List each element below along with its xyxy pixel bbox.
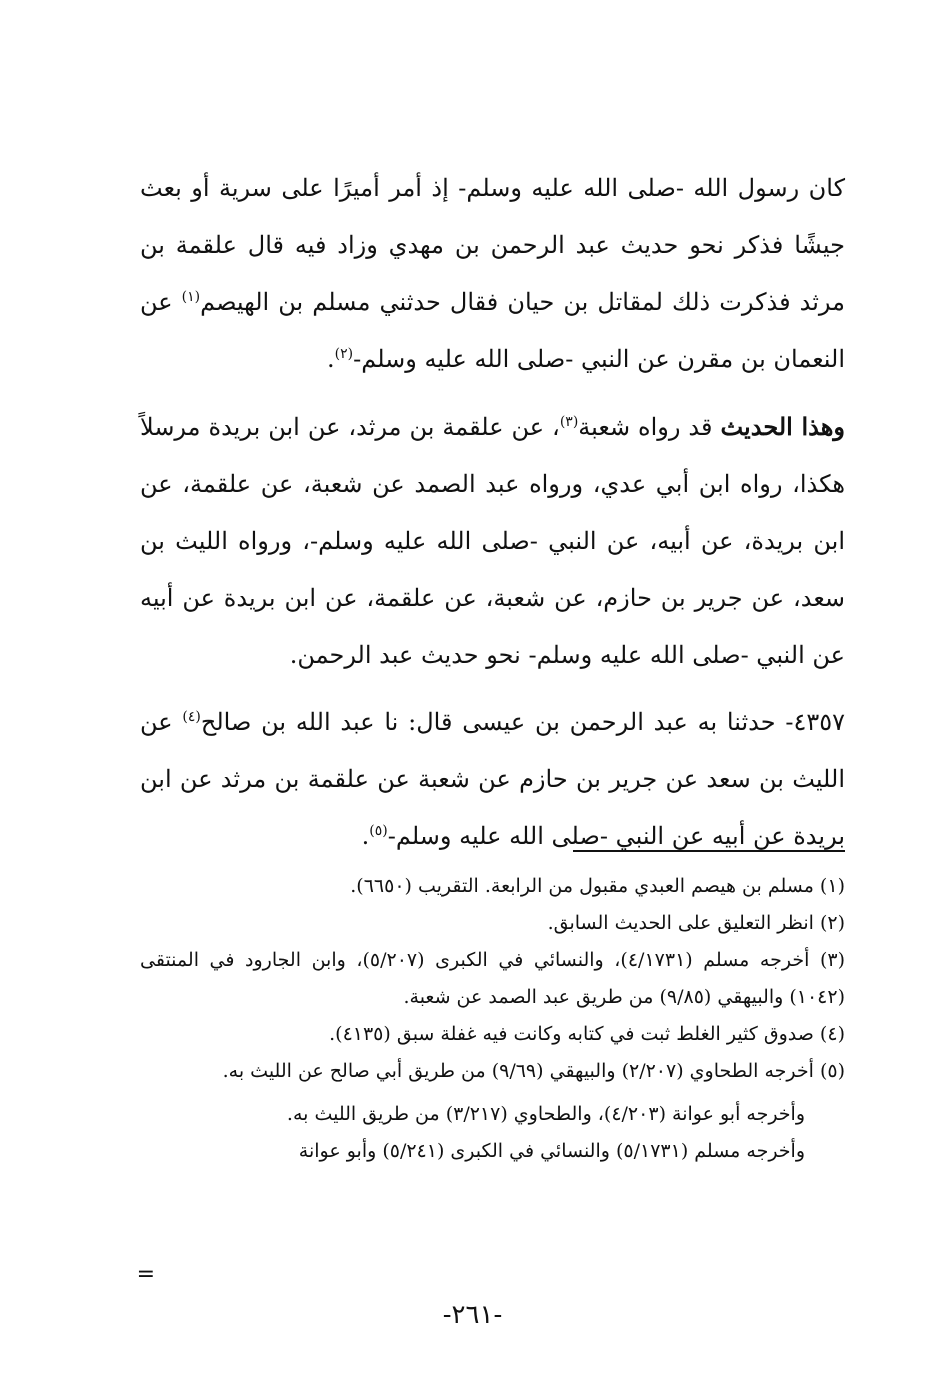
paragraph-1-end: . — [327, 345, 335, 373]
footnote-5-extra-1: وأخرجه أبو عوانة (٤/٢٠٣)، والطحاوي (٣/٢١٧) من طريق الليث به. — [286, 1103, 805, 1125]
paragraph-2-text: قد رواه شعبة — [578, 413, 721, 441]
page-number: -٢٦١- — [442, 1300, 503, 1330]
paragraph-2 — [140, 398, 845, 684]
footnote-1: (١) مسلم بن هيصم العبدي مقبول من الرابعة. التقريب (٦٦٥٠). — [350, 875, 845, 897]
footnote-3: (٣) أخرجه مسلم (٤/١٧٣١)، والنسائي في الكبرى (٥/٢٠٧)، وابن الجارود في المنتقى (١٠٤٢) والبيهقي (٩/٨٥) من طريق عبد الصمد عن شعبة. — [140, 949, 845, 1008]
footnote-2: (٢) انظر التعليق على الحديث السابق. — [547, 912, 845, 934]
paragraph-3 — [140, 694, 845, 865]
footnote-divider — [573, 850, 845, 852]
footnote-ref-3: (٣) — [559, 414, 579, 430]
footnotes — [140, 868, 845, 1170]
footnote-5: (٥) أخرجه الطحاوي (٢/٢٠٧) والبيهقي (٩/٦٩) من طريق أبي صالح عن الليث به. — [222, 1060, 845, 1082]
paragraph-1-text: كان رسول الله -صلى الله عليه وسلم- إذ أمر أميرًا على سرية أو بعث جيشًا فذكر نحو حديث عبد الرحمن بن مهدي وزاد فيه قال علقمة بن مرثد فذكرت ذلك لمقاتل بن حيان فقال حدثني مسلم بن الهيصم — [140, 174, 846, 316]
footnote-ref-1: (١) — [181, 289, 201, 305]
main-text — [140, 160, 845, 875]
paragraph-3-text: ٤٣٥٧- حدثنا به عبد الرحمن بن عيسى قال: نا عبد الله بن صالح — [200, 708, 846, 736]
footnote-4: (٤) صدوق كثير الغلط ثبت في كتابه وكانت فيه غفلة سبق (٤١٣٥). — [329, 1023, 845, 1045]
paragraph-1 — [140, 160, 845, 388]
paragraph-3-text-b: عن الليث بن سعد عن جرير بن حازم عن شعبة عن علقمة بن مرثد عن ابن بريدة عن أبيه عن النبي -صلى الله عليه وسلم- — [140, 708, 845, 850]
paragraph-2-text-b: ، عن علقمة بن مرثد، عن ابن بريدة مرسلاً هكذا، رواه ابن أبي عدي، ورواه عبد الصمد عن شعبة، عن علقمة، عن ابن بريدة، عن أبيه، عن النبي -صلى الله عليه وسلم-، ورواه الليث بن سعد، عن جرير بن حازم، عن شعبة، عن علقمة، عن ابن بريدة عن أبيه عن النبي -صلى الله عليه وسلم- نحو حديث عبد الرحمن. — [140, 413, 845, 669]
paragraph-1-text-b: عن النعمان بن مقرن عن النبي -صلى الله عليه وسلم- — [140, 288, 845, 373]
paragraph-3-end: . — [361, 822, 370, 850]
footnote-ref-5: (٥) — [369, 823, 388, 839]
footnote-5-extra-2: وأخرجه مسلم (٥/١٧٣١) والنسائي في الكبرى (٥/٢٤١) وأبو عوانة — [298, 1140, 805, 1162]
footnote-ref-4: (٤) — [182, 709, 201, 725]
continuation-mark: = — [136, 1262, 155, 1287]
footnote-ref-2: (٢) — [334, 346, 354, 362]
paragraph-2-lead: وهذا الحديث — [720, 412, 846, 441]
